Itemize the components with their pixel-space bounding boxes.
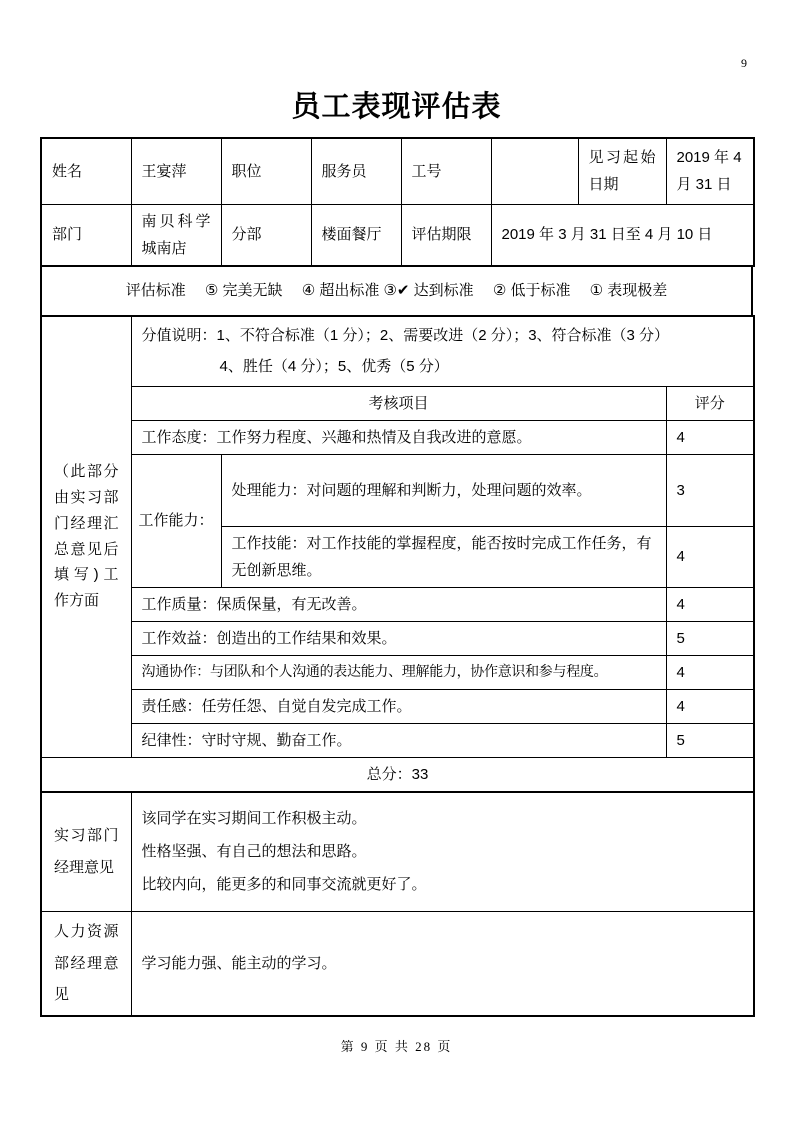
branch-label: 分部 [221, 204, 311, 266]
info-table [40, 137, 755, 267]
ability-skill-score: 4 [666, 526, 754, 587]
total-row [41, 757, 754, 792]
discipline-text: 纪律性：守时守规、勤奋工作。 [131, 723, 666, 757]
responsibility-text: 责任感：任劳任怨、自觉自发完成工作。 [131, 689, 666, 723]
probation-start-label: 见习起始日期 [578, 138, 666, 204]
row-ability-processing [41, 454, 754, 526]
comments-table [40, 791, 755, 1017]
employee-id-label: 工号 [401, 138, 491, 204]
department-label: 部门 [41, 204, 131, 266]
items-header-row [41, 386, 754, 420]
evaluation-table [40, 315, 755, 793]
ability-processing-text: 处理能力：对问题的理解和判断力，处理问题的效率。 [221, 454, 666, 526]
quality-text: 工作质量：保质保量，有无改善。 [131, 587, 666, 621]
attitude-score: 4 [666, 420, 754, 454]
ability-skill-text: 工作技能：对工作技能的掌握程度，能否按时完成工作任务，有无创新思维。 [221, 526, 666, 587]
score-legend-row [41, 316, 754, 387]
row-benefit [41, 621, 754, 655]
dept-manager-comment-label: 实习部门经理意见 [41, 792, 131, 912]
criteria-text: 评估标准 ⑤ 完美无缺 ④ 超出标准 ③✔ 达到标准 ② 低于标准 ① 表现极差 [41, 266, 752, 316]
dept-manager-comment-row [41, 792, 754, 912]
discipline-score: 5 [666, 723, 754, 757]
quality-score: 4 [666, 587, 754, 621]
items-header: 考核项目 [131, 386, 666, 420]
benefit-score: 5 [666, 621, 754, 655]
page-title: 员工表现评估表 [291, 91, 502, 123]
position-value: 服务员 [311, 138, 401, 204]
page-corner-number: 9 [741, 56, 747, 70]
department-value: 南贝科学城南店 [131, 204, 221, 266]
score-legend-line-2: 4、胜任（4 分）；5、优秀（5 分） [219, 358, 449, 375]
period-label: 评估期限 [401, 204, 491, 266]
form-body [40, 137, 753, 1017]
hr-manager-comment-row [41, 912, 754, 1016]
dept-manager-comment-text [131, 792, 754, 912]
employee-id-value [491, 138, 578, 204]
benefit-text: 工作效益：创造出的工作结果和效果。 [131, 621, 666, 655]
info-row-1 [41, 138, 754, 204]
score-legend-line-1: 分值说明：1、不符合标准（1 分）；2、需要改进（2 分）；3、符合标准（3 分） [141, 326, 670, 344]
total-score: 总分：33 [41, 757, 754, 792]
score-legend-cell [131, 316, 754, 387]
row-attitude [41, 420, 754, 454]
row-quality [41, 587, 754, 621]
section-side-note: （此部分由实习部门经理汇总意见后填写)工作方面 [41, 316, 131, 758]
hr-manager-comment-line-1: 学习能力强、能主动的学习。 [141, 954, 337, 972]
dept-manager-comment-line-3: 比较内向，能更多的和同事交流就更好了。 [141, 876, 427, 894]
hr-manager-comment-label: 人力资源部经理意见 [41, 912, 131, 1016]
name-value: 王宴萍 [131, 138, 221, 204]
communication-score: 4 [666, 655, 754, 689]
page-footer: 第 9 页 共 28 页 [340, 1039, 453, 1054]
hr-manager-comment-text [131, 912, 754, 1016]
communication-text: 沟通协作：与团队和个人沟通的表达能力、理解能力，协作意识和参与程度。 [131, 655, 666, 689]
position-label: 职位 [221, 138, 311, 204]
score-header: 评分 [666, 386, 754, 420]
row-responsibility [41, 689, 754, 723]
row-communication [41, 655, 754, 689]
dept-manager-comment-line-1: 该同学在实习期间工作积极主动。 [141, 810, 367, 828]
info-row-2 [41, 204, 754, 266]
dept-manager-comment-line-2: 性格坚强、有自己的想法和思路。 [141, 843, 367, 861]
criteria-table [40, 265, 753, 317]
probation-start-value: 2019 年 4 月 31 日 [666, 138, 754, 204]
responsibility-score: 4 [666, 689, 754, 723]
criteria-row [41, 266, 752, 316]
branch-value: 楼面餐厅 [311, 204, 401, 266]
row-discipline [41, 723, 754, 757]
period-value: 2019 年 3 月 31 日至 4 月 10 日 [491, 204, 754, 266]
name-label: 姓名 [41, 138, 131, 204]
ability-processing-score: 3 [666, 454, 754, 526]
ability-group-label: 工作能力： [131, 454, 221, 587]
attitude-text: 工作态度：工作努力程度、兴趣和热情及自我改进的意愿。 [131, 420, 666, 454]
